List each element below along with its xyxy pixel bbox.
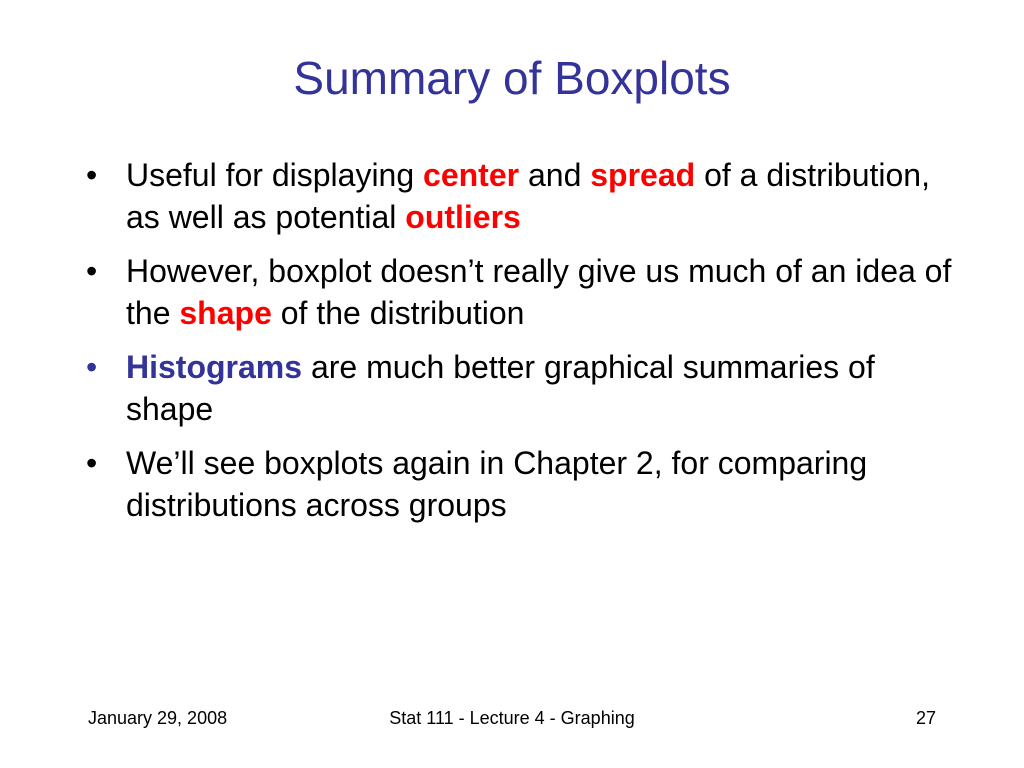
bullet-text: of the distribution	[271, 295, 525, 331]
bullet-marker: •	[86, 445, 98, 481]
highlight-spread: spread	[590, 157, 696, 193]
bullet-text: However, boxplot doesn’t really give us much of an idea of the	[126, 253, 952, 331]
highlight-outliers: outliers	[405, 199, 521, 235]
bullet-marker: •	[86, 157, 98, 193]
highlight-center: center	[423, 157, 520, 193]
bullet-marker: •	[86, 349, 98, 385]
bullet-list	[86, 154, 966, 538]
highlight-shape: shape	[179, 295, 272, 331]
highlight-histograms: Histograms	[126, 349, 303, 385]
bullet-item	[86, 346, 966, 430]
bullet-item	[86, 442, 966, 526]
bullet-text: of a distribution, as well as potential	[126, 157, 930, 235]
bullet-item	[86, 154, 966, 238]
footer-course-title: Stat 111 - Lecture 4 - Graphing	[389, 708, 635, 728]
bullet-text: We’ll see boxplots again in Chapter 2, for comparing distributions across groups	[126, 445, 868, 523]
slide-title: Summary of Boxplots	[293, 52, 731, 104]
bullet-item	[86, 250, 966, 334]
bullet-text: and	[519, 157, 591, 193]
bullet-text: are much better graphical summaries of shape	[126, 349, 875, 427]
bullet-marker: •	[86, 253, 98, 289]
footer-page-number: 27	[915, 708, 936, 728]
bullet-text: Useful for displaying	[126, 157, 424, 193]
footer-date: January 29, 2008	[88, 708, 228, 728]
